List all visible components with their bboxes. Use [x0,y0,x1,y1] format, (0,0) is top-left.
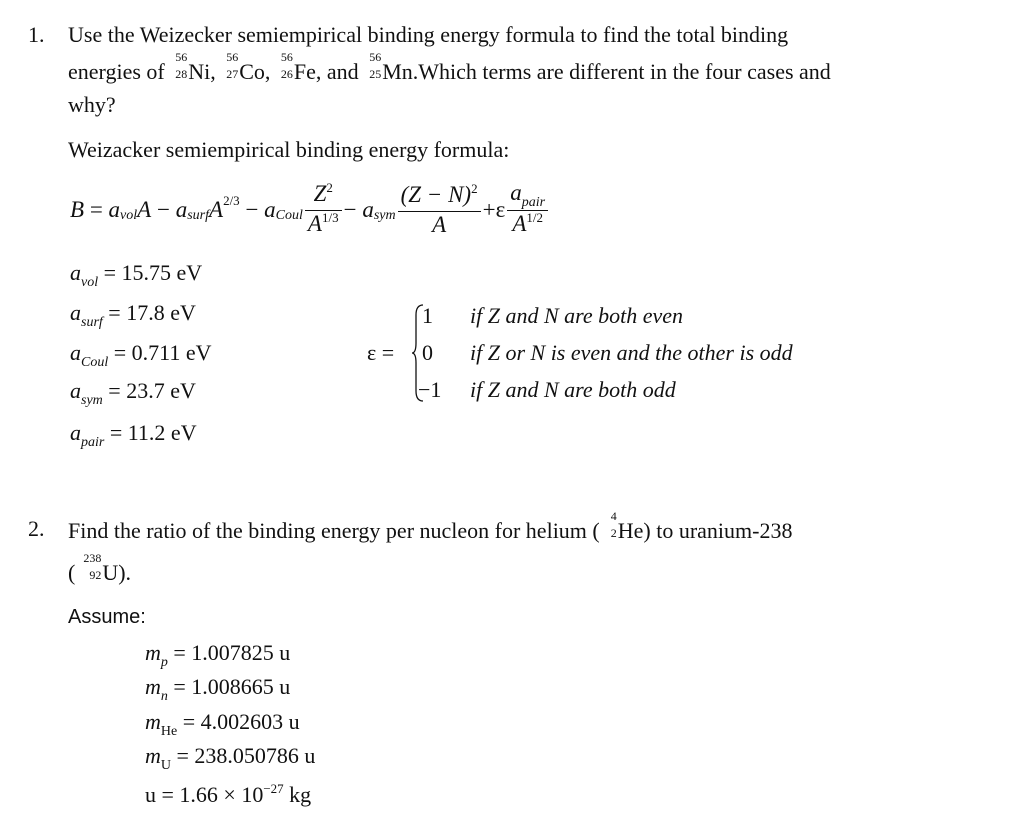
isotope-u-symbol: U [102,560,119,585]
binding-energy-formula: B = a vol A − a surf A 2/3 − a Coul $\frac{Z^2}{A^{1/3}}$ − a sym $\frac{(Z - N)^2}{A}$ + ε $\frac{a_{pair}}{A^{1/2}}$ [70,178,550,242]
q1-line1: Use the Weizecker semiempirical binding energy formula to find the total binding [68,22,789,47]
epsilon-case-text-1: if Z and N are both even [470,303,684,328]
isotope-he-script: 4 2 [610,509,617,540]
isotope-u-script: 238 92 [83,551,102,582]
isotope-ni-script: 56 28 [175,50,188,81]
epsilon-case-value-1: 1 [422,303,433,328]
isotope-he-symbol: He [617,518,644,543]
atomic-mass-unit: $u = 1.66 \times 10^{-27}$ kg [145,781,312,807]
const-a-vol: $a_{vol} = 15.75$ eV [70,260,203,290]
isotope-ni-symbol: Ni [188,59,211,84]
const-a-sym: $a_{sym} = 23.7$ eV [70,378,196,408]
q2-number: 2. [28,516,45,541]
isotope-co-script: 56 27 [226,50,239,81]
mass-helium: $m_{He} = 4.002603$ u [145,709,300,739]
formula-heading: Weizacker semiempirical binding energy formula: [68,137,510,162]
isotope-mn-symbol: Mn [382,59,413,84]
q1-line3: why? [68,92,116,117]
symmetry-fraction: $\frac{(Z - N)^2}{A}$ [398,182,481,238]
epsilon-case-text-3: if Z and N are both odd [470,377,676,402]
const-a-coul: $a_{Coul} = 0.711$ eV [70,340,212,370]
q2-line1: Find the ratio of the binding energy per nucleon for helium ( 4 2 He) to uranium-238 [68,509,793,543]
coulomb-fraction: $\frac{Z^2}{A^{1/3}}$ [305,181,342,240]
isotope-fe-symbol: Fe [293,59,316,84]
isotope-co-symbol: Co [239,59,265,84]
isotope-mn-script: 56 25 [369,50,382,81]
assume-label: Assume: [68,606,146,628]
epsilon-case-value-2: 0 [422,340,433,365]
mass-neutron: $m_n = 1.008665$ u [145,674,291,704]
epsilon-case-text-2: if Z or N is even and the other is odd [470,340,793,365]
const-a-surf: $a_{surf} = 17.8$ eV [70,300,196,330]
q2-line2: ( 238 92 U). [68,551,132,585]
epsilon-lhs: ε = [367,340,395,365]
mass-proton: $m_p = 1.007825$ u [145,640,291,670]
const-a-pair: $a_{pair} = 11.2$ eV [70,420,197,450]
mass-uranium: $m_U = 238.050786$ u [145,743,316,773]
q1-number: 1. [28,22,45,47]
epsilon-case-value-3: −1 [418,377,442,402]
isotope-fe-script: 56 26 [280,50,293,81]
q1-line2: energies of 56 28 Ni, 56 27 Co, 56 26 Fe, and 56 25 Mn.Which terms are different in the four cases and [68,50,831,84]
pairing-fraction: $\frac{a_{pair}}{A^{1/2}}$ [507,180,548,240]
